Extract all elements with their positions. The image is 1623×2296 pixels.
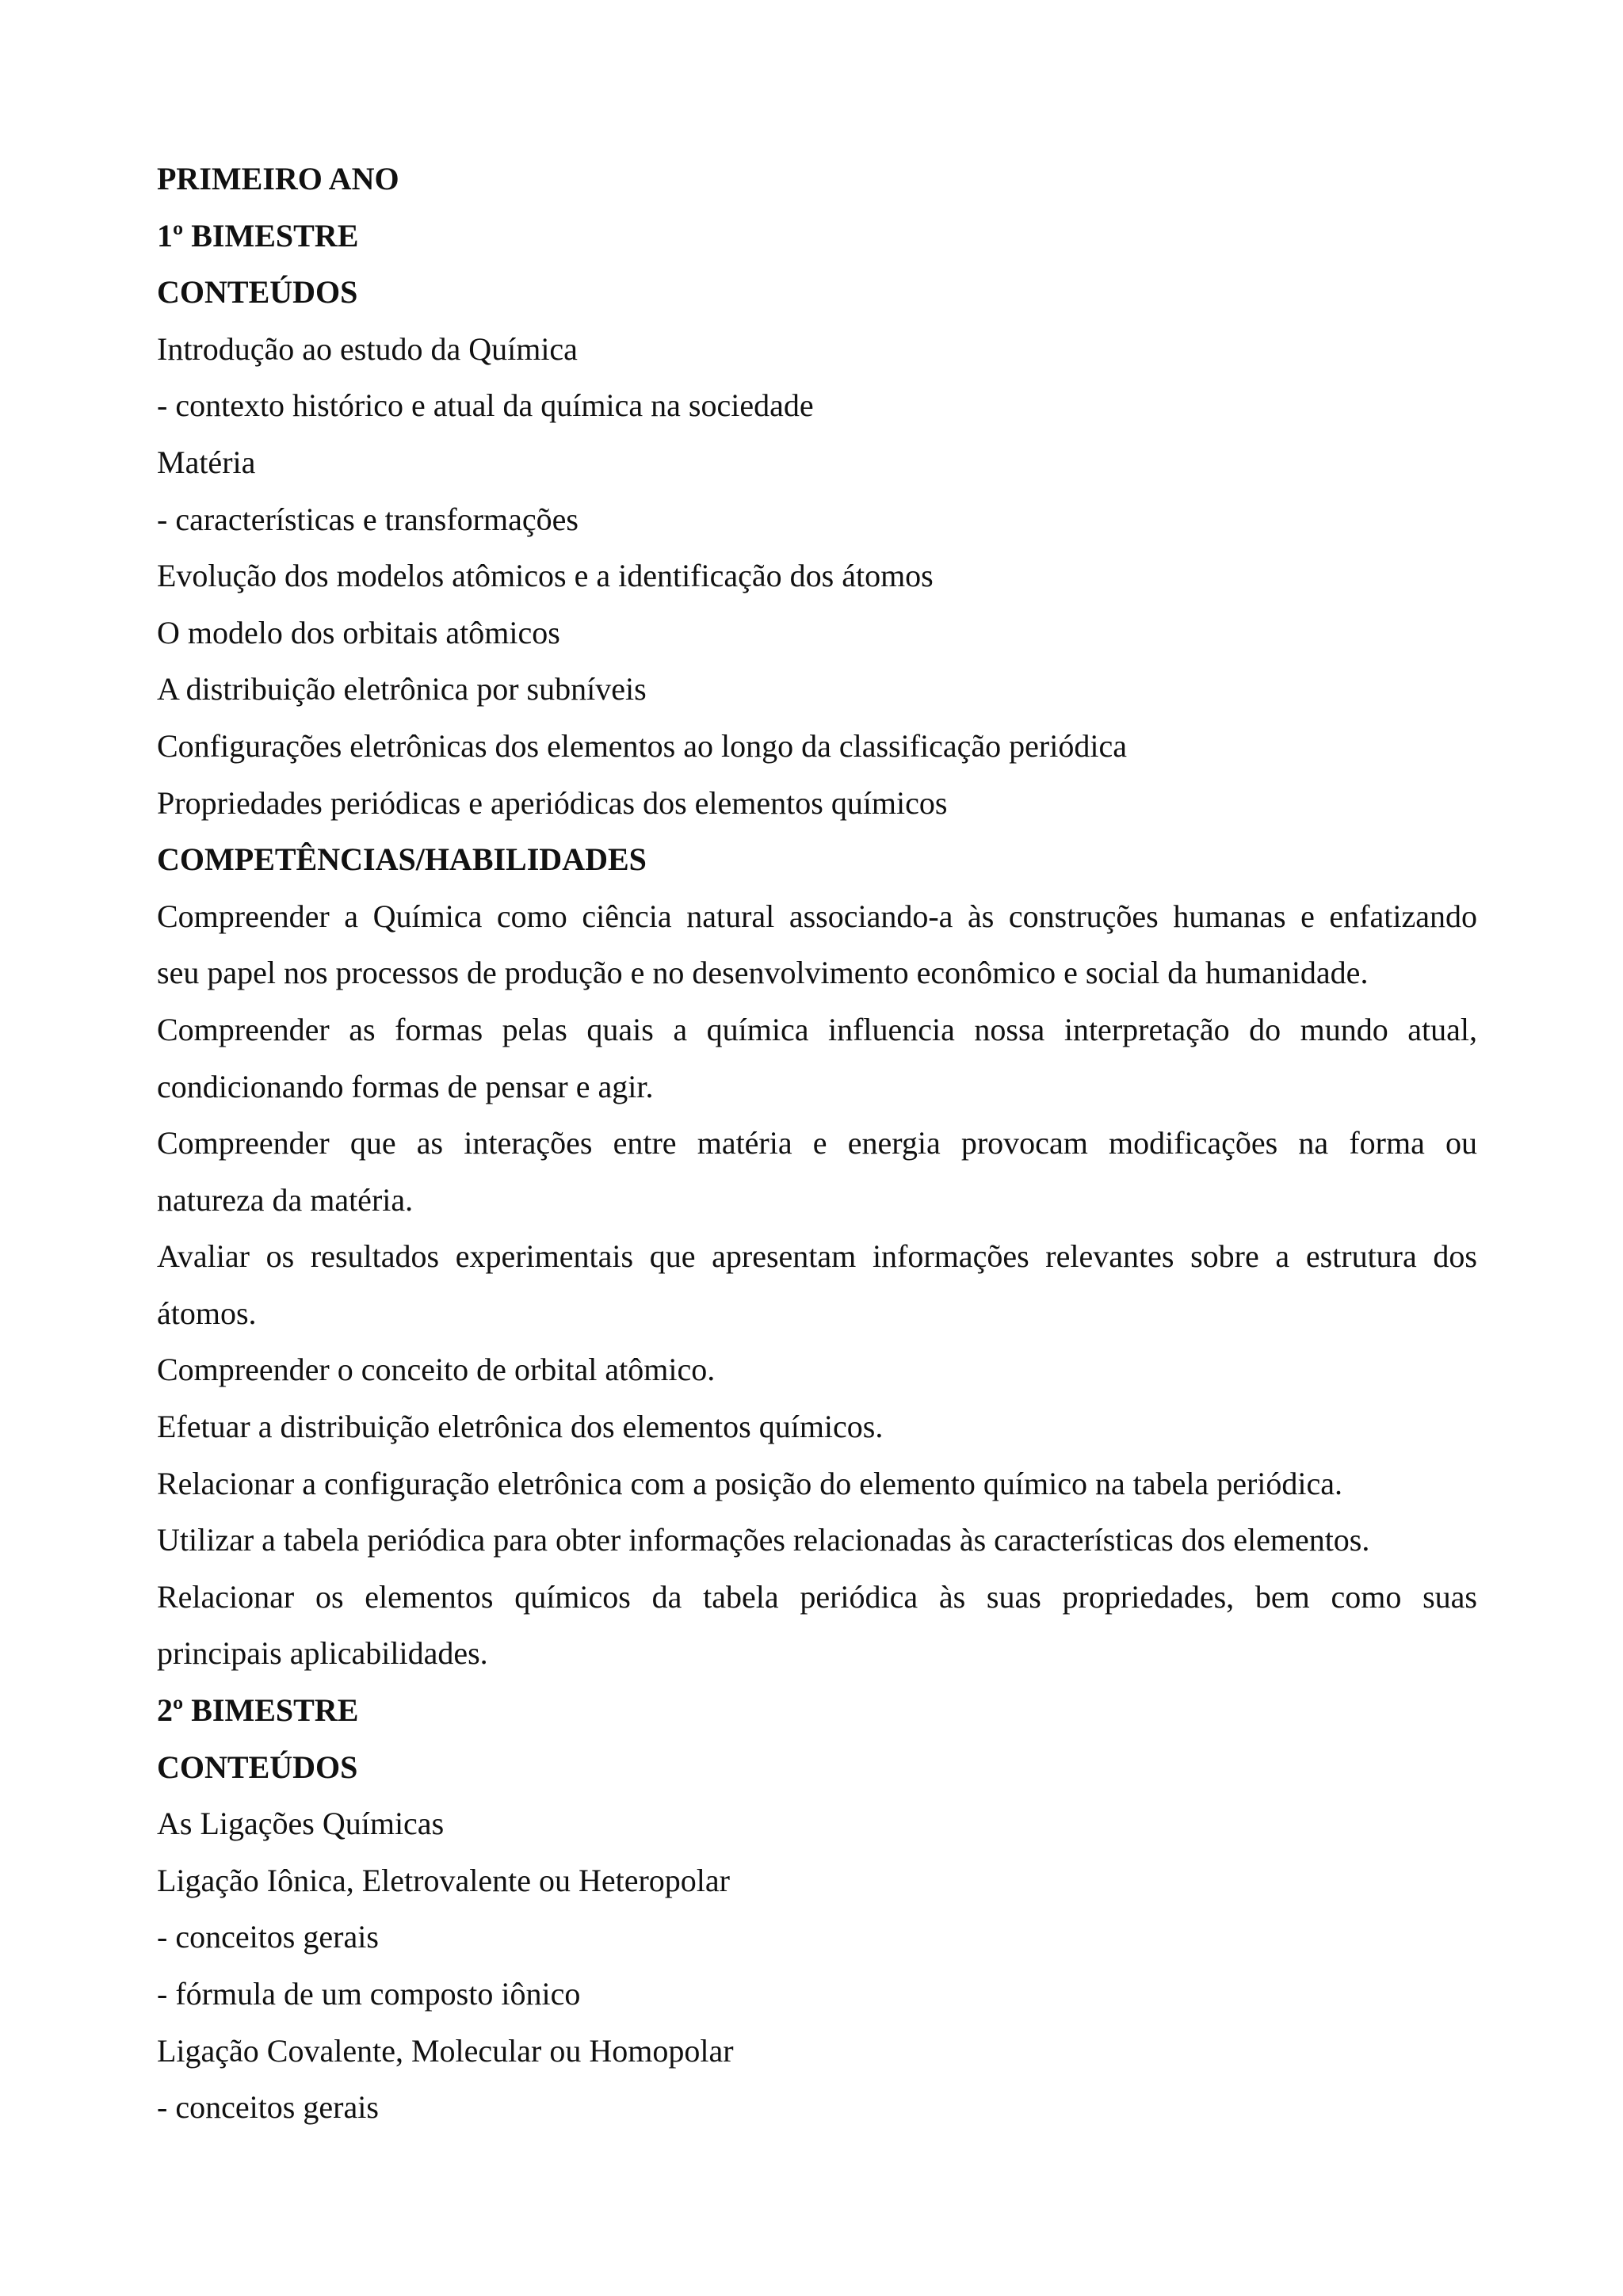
content-item: Propriedades periódicas e aperiódicas dos elementos químicos <box>157 784 948 821</box>
content-item: Configurações eletrônicas dos elementos ao longo da classificação periódica <box>157 727 1127 764</box>
skill-line: principais aplicabilidades. <box>157 1635 488 1672</box>
skill-line: seu papel nos processos de produção e no desenvolvimento econômico e social da humanidade. <box>157 955 1369 991</box>
skill-line: átomos. <box>157 1295 257 1331</box>
content-item: As Ligações Químicas <box>157 1806 445 1842</box>
content-item: Matéria <box>157 444 256 480</box>
bimester-1-heading: 1º BIMESTRE <box>157 217 359 254</box>
skill-line: natureza da matéria. <box>157 1181 414 1218</box>
content-item: A distribuição eletrônica por subníveis <box>157 671 647 707</box>
content-item: Ligação Iônica, Eletrovalente ou Heteropolar <box>157 1862 730 1898</box>
skill-line: Relacionar a configuração eletrônica com a posição do elemento químico na tabela periódica. <box>157 1465 1342 1501</box>
skill-line: Efetuar a distribuição eletrônica dos elementos químicos. <box>157 1409 884 1445</box>
contents-heading-2: CONTEÚDOS <box>157 1749 358 1785</box>
content-item: - fórmula de um composto iônico <box>157 1976 581 2012</box>
skill-line: Relacionar os elementos químicos da tabela periódica às suas propriedades, bem como suas <box>157 1578 1477 1615</box>
skill-line: Compreender o conceito de orbital atômico. <box>157 1352 716 1388</box>
skill-line: Compreender as formas pelas quais a química influencia nossa interpretação do mundo atual, <box>157 1011 1477 1047</box>
content-item: Introdução ao estudo da Química <box>157 330 578 367</box>
content-item: - contexto histórico e atual da química na sociedade <box>157 387 814 424</box>
content-item: Evolução dos modelos atômicos e a identificação dos átomos <box>157 558 934 594</box>
content-item: O modelo dos orbitais atômicos <box>157 614 560 650</box>
content-item: - conceitos gerais <box>157 2089 379 2126</box>
skill-line: condicionando formas de pensar e agir. <box>157 1068 654 1104</box>
contents-heading-1: CONTEÚDOS <box>157 274 358 311</box>
skill-line: Avaliar os resultados experimentais que apresentam informações relevantes sobre a estrutura dos <box>157 1238 1477 1275</box>
content-item: - conceitos gerais <box>157 1919 379 1955</box>
year-title: PRIMEIRO ANO <box>157 161 399 196</box>
document-page <box>157 151 1477 2136</box>
skills-heading: COMPETÊNCIAS/HABILIDADES <box>157 841 647 878</box>
skill-line: Utilizar a tabela periódica para obter informações relacionadas às características dos elementos. <box>157 1522 1370 1558</box>
skill-line: Compreender a Química como ciência natural associando-a às construções humanas e enfatizando <box>157 898 1477 934</box>
content-item: - características e transformações <box>157 501 579 537</box>
content-item: Ligação Covalente, Molecular ou Homopolar <box>157 2032 734 2069</box>
bimester-2-heading: 2º BIMESTRE <box>157 1692 359 1729</box>
skill-line: Compreender que as interações entre matéria e energia provocam modificações na forma ou <box>157 1125 1477 1161</box>
